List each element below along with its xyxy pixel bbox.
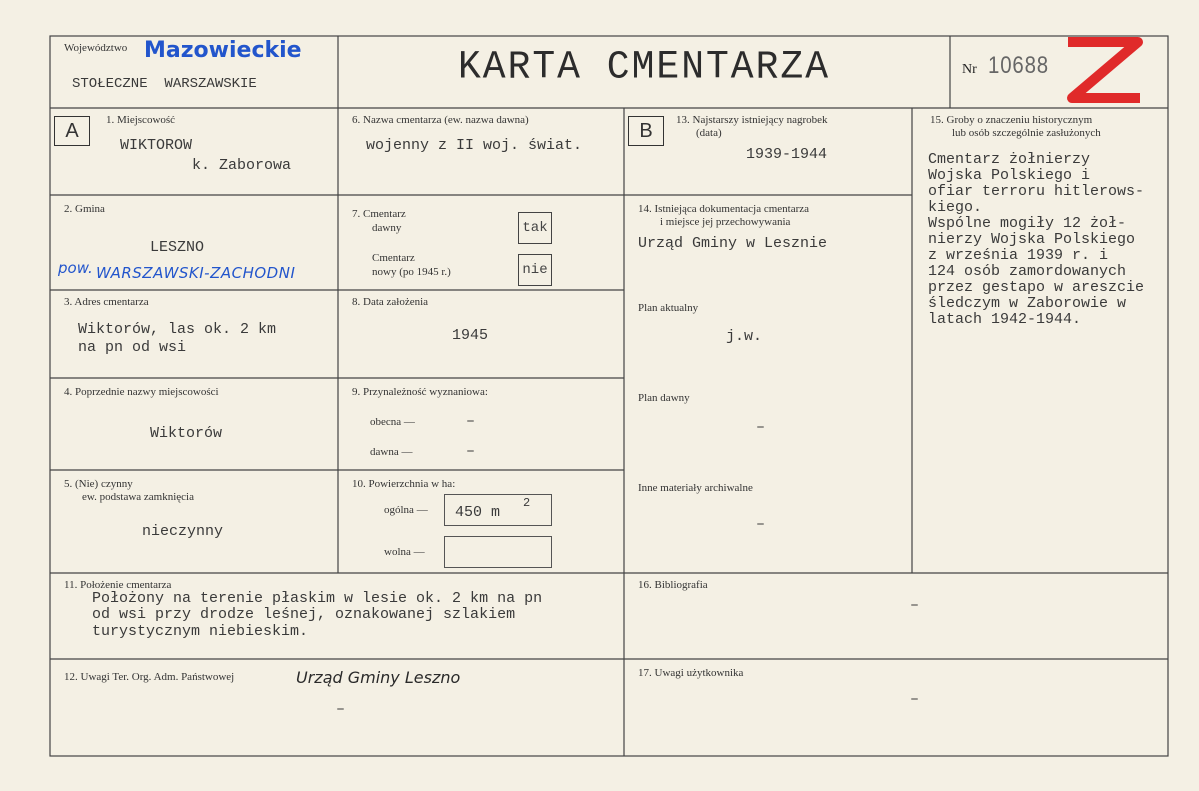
field-15-line: z września 1939 r. i (928, 247, 1109, 264)
field-6-value: wojenny z II woj. świat. (366, 137, 583, 154)
field-7-label-1: 7. Cmentarz (352, 208, 406, 220)
field-11-label: 11. Położenie cmentarza (64, 579, 172, 591)
field-3-value-1: Wiktorów, las ok. 2 km (78, 321, 277, 338)
field-17-value: – (910, 691, 920, 708)
nr-label: Nr (962, 62, 977, 77)
field-15-line: nierzy Wojska Polskiego (928, 231, 1136, 248)
field-5-label-2: ew. podstawa zamknięcia (82, 491, 194, 503)
field-4-label: 4. Poprzednie nazwy miejscowości (64, 386, 219, 398)
field-12-handwritten: Urząd Gminy Leszno (296, 668, 461, 687)
field-7-dawny-box: tak (518, 212, 552, 244)
field-2-value: LESZNO (150, 239, 205, 256)
field-16-value: – (910, 597, 920, 614)
field-15-line: 124 osób zamordowanych (928, 263, 1127, 280)
field-10-ogolna-label: ogólna — (384, 504, 428, 516)
nr-value: 10688 (988, 52, 1049, 79)
field-7-label-3: Cmentarz (372, 252, 415, 264)
field-15-line: Wspólne mogiły 12 żoł- (928, 215, 1127, 232)
field-14-value: Urząd Gminy w Lesznie (638, 235, 828, 252)
field-10-wolna-box (444, 536, 552, 568)
field-3-label: 3. Adres cmentarza (64, 296, 149, 308)
inne-materialy-label: Inne materiały archiwalne (638, 482, 753, 494)
card-title: KARTA CMENTARZA (457, 44, 831, 91)
field-7-label-4: nowy (po 1945 r.) (372, 266, 451, 278)
field-13-label-2: (data) (696, 127, 722, 139)
field-5-value: nieczynny (142, 523, 224, 540)
field-15-line: kiego. (928, 199, 983, 216)
field-8-label: 8. Data założenia (352, 296, 429, 308)
field-15-line: ofiar terroru hitlerows- (928, 183, 1145, 200)
field-9-obecna-value: – (466, 413, 476, 430)
field-6-label: 6. Nazwa cmentarza (ew. nazwa dawna) (352, 114, 529, 126)
plan-aktualny-value: j.w. (726, 328, 763, 345)
field-1-label: 1. Miejscowość (106, 114, 176, 126)
wojewodztwo-typed: STOŁECZNE WARSZAWSKIE (72, 76, 257, 92)
field-10-ogolna-value: 450 m (455, 504, 501, 521)
field-15-label-2: lub osób szczególnie zasłużonych (952, 127, 1101, 139)
field-9-label: 9. Przynależność wyznaniowa: (352, 386, 488, 398)
field-15-line: Cmentarz żołnierzy (928, 151, 1091, 168)
field-10-ogolna-sup: 2 (523, 496, 531, 510)
plan-aktualny-label: Plan aktualny (638, 302, 699, 314)
field-11-value-3: turystycznym niebieskim. (92, 623, 309, 640)
field-9-obecna-label: obecna — (370, 416, 415, 428)
wojewodztwo-handwritten: Mazowieckie (144, 38, 302, 63)
plan-dawny-value: – (756, 419, 766, 436)
field-17-label: 17. Uwagi użytkownika (638, 667, 744, 679)
field-2-label: 2. Gmina (64, 203, 105, 215)
field-1-value-2: k. Zaborowa (192, 157, 292, 174)
field-15-line: latach 1942-1944. (928, 311, 1082, 328)
field-2-pow-prefix: pow. (58, 259, 93, 277)
z-stamp (1062, 36, 1144, 106)
field-15-label-1: 15. Groby o znaczeniu historycznym (930, 114, 1093, 126)
field-8-value: 1945 (452, 327, 489, 344)
plan-dawny-label: Plan dawny (638, 392, 690, 404)
field-1-value-1: WIKTOROW (120, 137, 193, 154)
field-11-value-1: Położony na terenie płaskim w lesie ok. 2 km na pn (92, 590, 543, 607)
field-7-nowy-box: nie (518, 254, 552, 286)
field-13-value: 1939-1944 (746, 146, 828, 163)
field-15-line: przez gestapo w areszcie (928, 279, 1145, 296)
field-15-line: śledczym w Zaborowie w (928, 295, 1127, 312)
field-7-label-2: dawny (372, 222, 402, 234)
field-13-label-1: 13. Najstarszy istniejący nagrobek (676, 114, 828, 126)
field-9-dawna-value: – (466, 443, 476, 460)
field-14-label-1: 14. Istniejąca dokumentacja cmentarza (638, 203, 810, 215)
field-12-label: 12. Uwagi Ter. Org. Adm. Państwowej (64, 671, 235, 683)
field-11-value-2: od wsi przy drodze leśnej, oznakowanej szlakiem (92, 606, 516, 623)
field-9-dawna-label: dawna — (370, 446, 413, 458)
field-10-ogolna-box (444, 494, 552, 526)
inne-materialy-value: – (756, 516, 766, 533)
wojewodztwo-label: Województwo (64, 42, 128, 54)
field-5-label-1: 5. (Nie) czynny (64, 478, 133, 490)
field-16-label: 16. Bibliografia (638, 579, 708, 591)
field-10-wolna-label: wolna — (384, 546, 425, 558)
field-15-text (928, 152, 1164, 328)
field-14-label-2: i miejsce jej przechowywania (660, 216, 791, 228)
field-3-value-2: na pn od wsi (78, 339, 187, 356)
section-a-letter: A (54, 116, 90, 146)
field-10-label: 10. Powierzchnia w ha: (352, 478, 456, 490)
field-12-value: – (336, 701, 346, 718)
field-2-pow: WARSZAWSKI-ZACHODNI (96, 264, 296, 282)
section-b-letter: B (628, 116, 664, 146)
field-15-line: Wojska Polskiego i (928, 167, 1091, 184)
field-4-value: Wiktorów (150, 425, 223, 442)
